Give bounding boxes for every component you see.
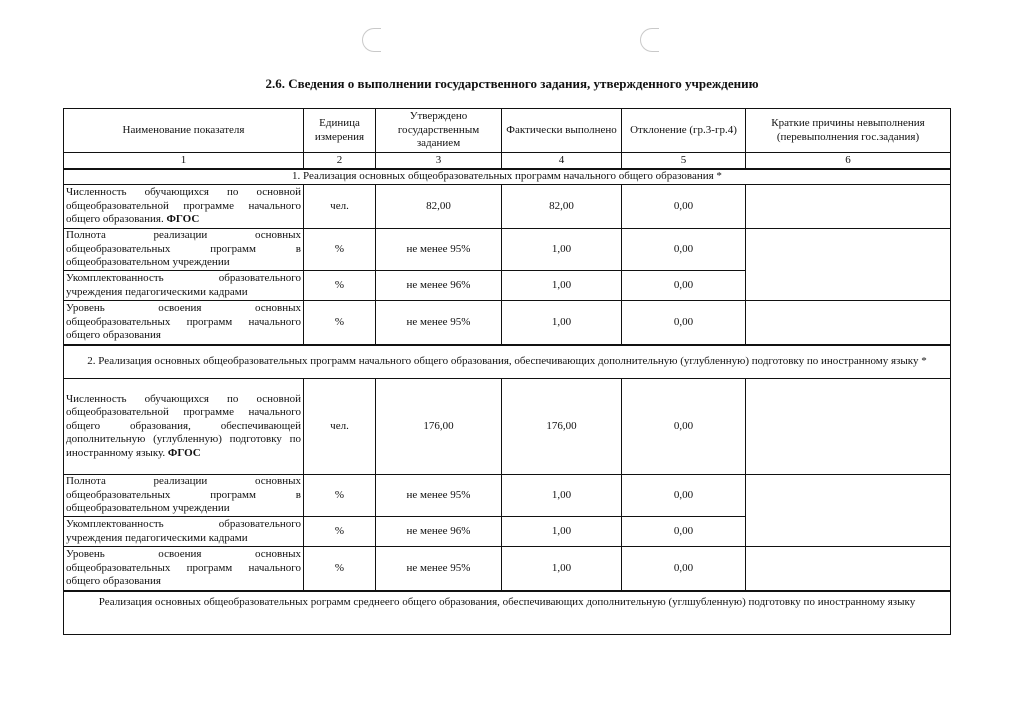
actual-cell: 1,00 [502,229,622,271]
approved-cell: не менее 96% [376,517,502,547]
indicator-name: Полнота реализации основных общеобразовательных программ в общеобразовательном учреждении [64,229,304,271]
table-row [64,547,951,591]
reason-cell [746,301,951,345]
approved-cell: не менее 96% [376,271,502,301]
header-reasons: Краткие причины невыполнения (перевыполнения гос.задания) [746,109,951,153]
unit-cell: % [304,547,376,591]
actual-cell: 82,00 [502,185,622,229]
reason-cell [746,547,951,591]
section-heading-row [64,169,951,185]
approved-cell: не менее 95% [376,301,502,345]
deviation-cell: 0,00 [622,301,746,345]
approved-cell: не менее 95% [376,229,502,271]
section-heading: Реализация основных общеобразовательных рограмм среднеего общего образования, обеспечивающих дополнительную (углшубленную) подготовку по иностранному языку [64,591,951,635]
deviation-cell: 0,00 [622,229,746,271]
approved-cell: не менее 95% [376,547,502,591]
unit-cell: чел. [304,185,376,229]
header-unit: Единица измерения [304,109,376,153]
indicator-name: Уровень освоения основных общеобразовательных программ начального общего образования [64,301,304,345]
indicator-name: Укомплектованность образовательного учреждения педагогическими кадрами [64,271,304,301]
table-row [64,379,951,475]
indicator-text: Численность обучающихся по основной общеобразовательной программе начального общего образования, обеспечивающей дополнительную (углубленную) подготовку по иностранному языку. [66,392,301,459]
column-number: 2 [304,153,376,169]
column-number: 5 [622,153,746,169]
reason-cell [746,229,951,301]
actual-cell: 1,00 [502,517,622,547]
reason-cell [746,379,951,475]
fgos-mark: ФГОС [167,446,201,459]
unit-cell: % [304,271,376,301]
actual-cell: 1,00 [502,301,622,345]
indicator-name: Укомплектованность образовательного учреждения педагогическими кадрами [64,517,304,547]
unit-cell: % [304,517,376,547]
column-number: 1 [64,153,304,169]
unit-cell: % [304,301,376,345]
header-row [64,109,951,153]
deviation-cell: 0,00 [622,547,746,591]
approved-cell: не менее 95% [376,475,502,517]
indicator-text: Численность обучающихся по основной общеобразовательной программе начального общего образования. [66,186,301,226]
fgos-mark: ФГОС [166,213,200,226]
actual-cell: 1,00 [502,271,622,301]
actual-cell: 176,00 [502,379,622,475]
column-number-row [64,153,951,169]
page-title: 2.6. Сведения о выполнении государственного задания, утвержденного учреждению [265,76,759,91]
indicator-name [64,379,304,475]
section-heading: 2. Реализация основных общеобразовательных программ начального общего образования, обеспечивающих дополнительную (углубленную) подготовку по иностранному языку * [64,345,951,379]
header-approved: Утверждено государственным заданием [376,109,502,153]
deviation-cell: 0,00 [622,475,746,517]
indicator-name: Полнота реализации основных общеобразовательных программ в общеобразовательном учреждении [64,475,304,517]
column-number: 4 [502,153,622,169]
section-heading: 1. Реализация основных общеобразовательных программ начального общего образования * [64,169,951,185]
reason-cell [746,185,951,229]
deviation-cell: 0,00 [622,271,746,301]
header-actual: Фактически выполнено [502,109,622,153]
unit-cell: % [304,475,376,517]
approved-cell: 82,00 [376,185,502,229]
table-row [64,475,951,517]
punch-hole-right [640,28,659,52]
deviation-cell: 0,00 [622,185,746,229]
table-row [64,229,951,271]
table-row [64,185,951,229]
header-indicator-name: Наименование показателя [64,109,304,153]
section-heading-row [64,591,951,635]
deviation-cell: 0,00 [622,379,746,475]
deviation-cell: 0,00 [622,517,746,547]
column-number: 6 [746,153,951,169]
unit-cell: % [304,229,376,271]
section-heading-row [64,345,951,379]
indicator-name [64,185,304,229]
unit-cell: чел. [304,379,376,475]
actual-cell: 1,00 [502,475,622,517]
indicator-name: Уровень освоения основных общеобразовательных программ начального общего образования [64,547,304,591]
approved-cell: 176,00 [376,379,502,475]
state-assignment-table [63,108,951,635]
column-number: 3 [376,153,502,169]
actual-cell: 1,00 [502,547,622,591]
reason-cell [746,475,951,547]
table-row [64,301,951,345]
punch-hole-left [362,28,381,52]
header-deviation: Отклонение (гр.3-гр.4) [622,109,746,153]
